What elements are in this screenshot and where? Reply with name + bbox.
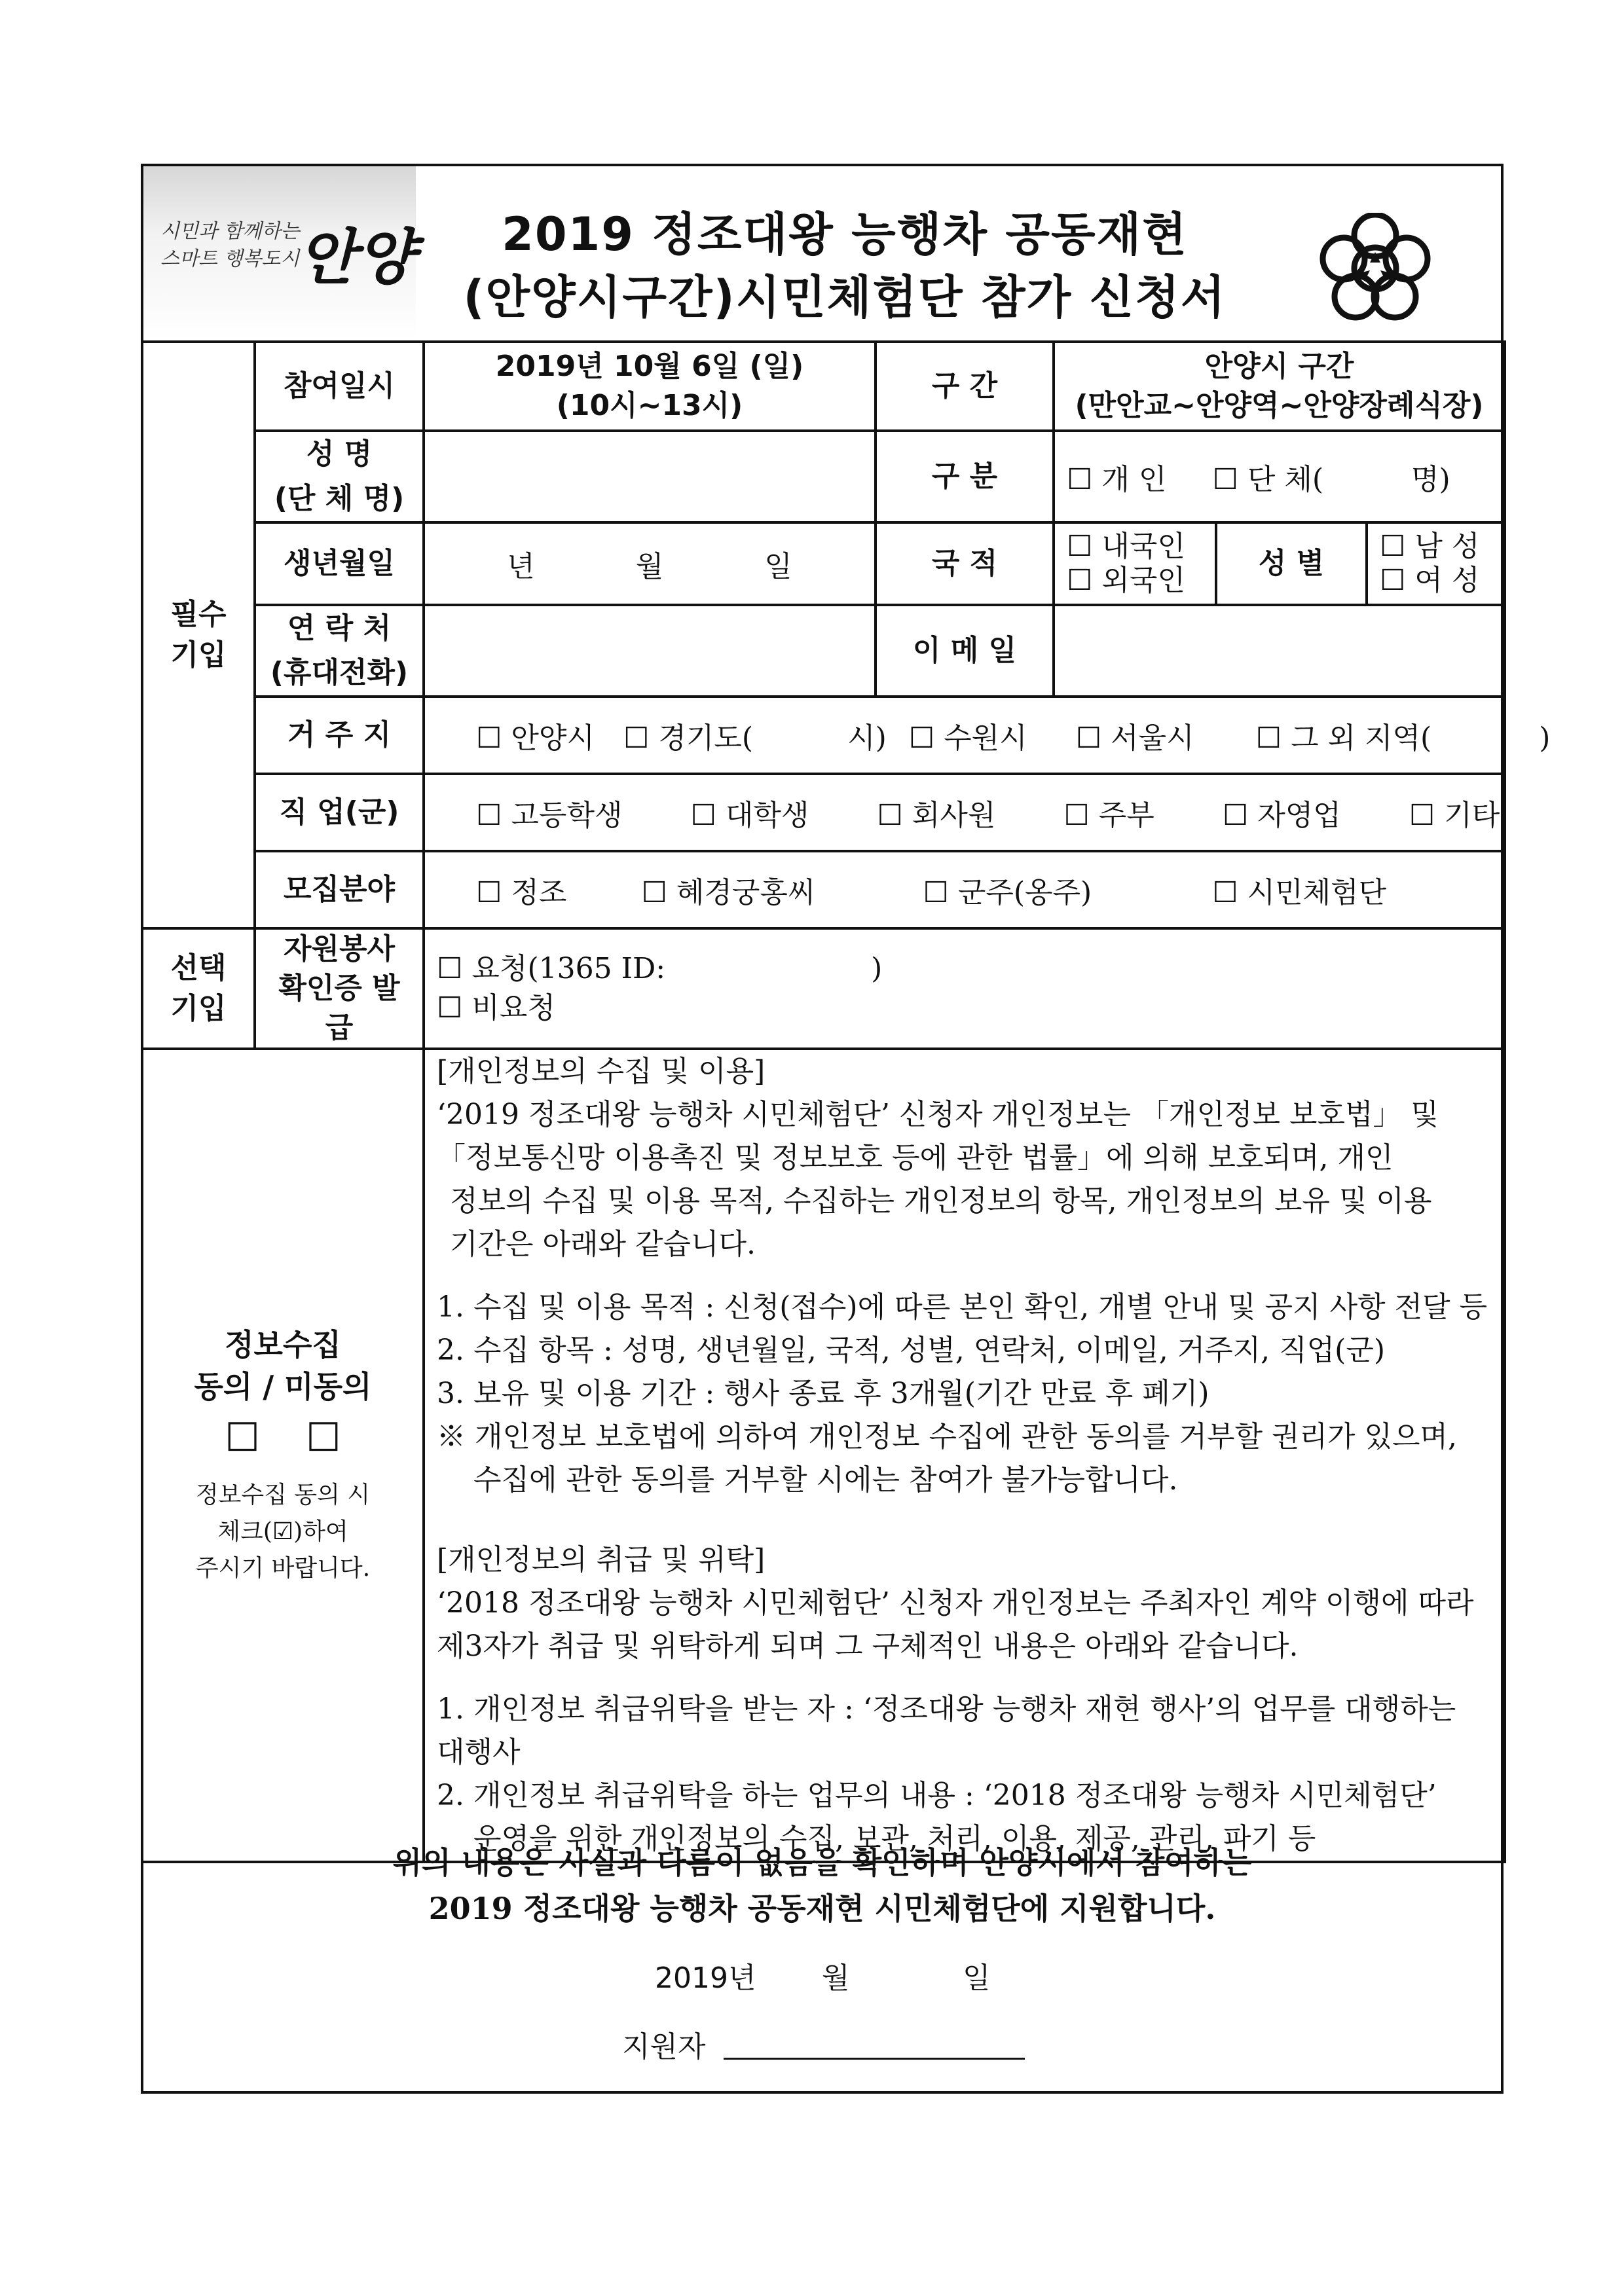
contact-label: 연 락 처 (휴대전화) xyxy=(255,605,424,697)
recruit-citizen-checkbox[interactable]: ☐ 시민체험단 xyxy=(1212,876,1387,909)
signature-year: 2019년 xyxy=(655,1961,756,1995)
collect-note-2: 수집에 관한 동의를 거부할 시에는 참여가 불가능합니다. xyxy=(473,1463,1178,1497)
occupation-homemaker-checkbox[interactable]: ☐ 주부 xyxy=(1063,799,1154,832)
consent-note-1: 정보수집 동의 시 xyxy=(195,1482,371,1508)
section-value: 안양시 구간 (만안교~안양역~안양장례식장) xyxy=(1054,342,1505,431)
group-checkbox[interactable]: ☐ 단 체( xyxy=(1212,463,1324,496)
nationality-label: 국 적 xyxy=(876,522,1054,605)
email-label: 이 메 일 xyxy=(876,605,1054,697)
group-count-suffix: 명) xyxy=(1411,463,1450,496)
recruit-label: 모집분야 xyxy=(255,851,424,928)
required-section-label: 필수 기입 xyxy=(142,342,255,928)
section-label: 구 간 xyxy=(876,342,1054,431)
logo-city-name: 안양 xyxy=(298,222,415,293)
logo-slogan-1: 시민과 함께하는 xyxy=(160,220,300,243)
consent-note-2: 체크(☑)하여 xyxy=(217,1518,348,1545)
collect-paragraph-3: 정보의 수집 및 이용 목적, 수집하는 개인정보의 항목, 개인정보의 보유 및 이용 xyxy=(450,1184,1432,1218)
collect-note-1: ※ 개인정보 보호법에 의하여 개인정보 수집에 관한 동의를 거부할 권리가 있으며, xyxy=(437,1420,1457,1453)
recruit-princess-checkbox[interactable]: ☐ 군주(옹주) xyxy=(923,876,1092,909)
collect-item-1: 1. 수집 및 이용 목적 : 신청(접수)에 따른 본인 확인, 개별 안내 및 공지 사항 전달 등 xyxy=(437,1290,1488,1324)
consent-note-3: 주시기 바랍니다. xyxy=(195,1555,371,1582)
optional-section-label: 선택 기입 xyxy=(142,928,255,1049)
gender-label: 성 별 xyxy=(1216,522,1367,605)
recruit-jeongjo-checkbox[interactable]: ☐ 정조 xyxy=(476,876,567,909)
foreign-checkbox[interactable]: ☐ 외국인 xyxy=(1067,564,1185,597)
participation-date-label: 참여일시 xyxy=(255,342,424,431)
applicant-label: 지원자 xyxy=(622,2030,706,2064)
occupation-employee-checkbox[interactable]: ☐ 회사원 xyxy=(877,799,996,832)
recruit-hyegyeong-checkbox[interactable]: ☐ 혜경궁홍씨 xyxy=(641,876,816,909)
collect-paragraph-2: 「정보통신망 이용촉진 및 정보보호 등에 관한 법률」에 의해 보호되며, 개인 xyxy=(437,1141,1393,1175)
residence-label: 거 주 지 xyxy=(255,697,424,774)
form-border xyxy=(141,164,1504,2094)
entrust-title: [개인정보의 취급 및 위탁] xyxy=(437,1543,766,1576)
volunteer-label: 자원봉사 확인증 발급 xyxy=(255,928,424,1049)
entrust-item-2-cont: 운영을 위한 개인정보의 수집, 보관, 처리, 이용, 제공, 관리, 파기 등 xyxy=(473,1822,1316,1855)
birth-label: 생년월일 xyxy=(255,522,424,605)
form-title-line1: 2019 정조대왕 능행차 공동재현 xyxy=(502,208,1188,261)
volunteer-request-suffix: ) xyxy=(871,952,883,985)
signature-line[interactable] xyxy=(724,2058,1025,2060)
volunteer-no-request-checkbox[interactable]: ☐ 비요청 xyxy=(437,991,555,1025)
residence-gyeonggi-checkbox[interactable]: ☐ 경기도( xyxy=(623,721,754,755)
consent-title-1: 정보수집 xyxy=(225,1327,341,1362)
type-label: 구 분 xyxy=(876,431,1054,522)
signature-month[interactable]: 월 xyxy=(822,1961,850,1995)
individual-checkbox[interactable]: ☐ 개 인 xyxy=(1067,463,1167,496)
name-label: 성 명 (단 체 명) xyxy=(255,431,424,522)
residence-gyeonggi-suffix: 시) xyxy=(847,721,887,755)
logo-slogan-2: 스마트 행복도시 xyxy=(160,247,300,270)
collect-paragraph-4: 기간은 아래와 같습니다. xyxy=(450,1228,756,1261)
female-checkbox[interactable]: ☐ 여 성 xyxy=(1380,564,1480,597)
residence-seoul-checkbox[interactable]: ☐ 서울시 xyxy=(1075,721,1194,755)
pledge-line-1: 위의 내용은 사실과 다름이 없음을 확인하며 안양시에서 참여하는 xyxy=(392,1845,1252,1880)
residence-other-checkbox[interactable]: ☐ 그 외 지역( xyxy=(1255,721,1432,755)
birth-input[interactable]: 년 월 일 xyxy=(424,522,876,605)
participation-date-value: 2019년 10월 6일 (일) (10시~13시) xyxy=(424,342,876,431)
form-title-line2: (안양시구간)시민체험단 참가 신청서 xyxy=(463,270,1227,324)
pledge-text xyxy=(141,1840,1504,1931)
residence-suwon-checkbox[interactable]: ☐ 수원시 xyxy=(908,721,1027,755)
occupation-highschool-checkbox[interactable]: ☐ 고등학생 xyxy=(476,799,623,832)
entrust-paragraph-2: 제3자가 취급 및 위탁하게 되며 그 구체적인 내용은 아래와 같습니다. xyxy=(437,1630,1299,1663)
entrust-item-2: 2. 개인정보 취급위탁을 하는 업무의 내용 : ‘2018 정조대왕 능행차 시민체험단’ xyxy=(437,1779,1437,1812)
signature-day[interactable]: 일 xyxy=(963,1961,991,1995)
entrust-item-1: 1. 개인정보 취급위탁을 받는 자 : ‘정조대왕 능행차 재현 행사’의 업무를 대행하는 대행사 xyxy=(437,1692,1456,1769)
residence-anyang-checkbox[interactable]: ☐ 안양시 xyxy=(476,721,595,755)
pledge-line-2: 2019 정조대왕 능행차 공동재현 시민체험단에 지원합니다. xyxy=(428,1891,1216,1926)
occupation-label: 직 업(군) xyxy=(255,774,424,851)
collect-paragraph-1: ‘2019 정조대왕 능행차 시민체험단’ 신청자 개인정보는 「개인정보 보호법」 및 xyxy=(437,1098,1439,1131)
volunteer-request-checkbox[interactable]: ☐ 요청(1365 ID: xyxy=(437,952,666,985)
male-checkbox[interactable]: ☐ 남 성 xyxy=(1380,530,1480,563)
collect-item-3: 3. 보유 및 이용 기간 : 행사 종료 후 3개월(기간 만료 후 폐기) xyxy=(437,1377,1209,1410)
collect-item-2: 2. 수집 항목 : 성명, 생년월일, 국적, 성별, 연락처, 이메일, 거주지, 직업(군) xyxy=(437,1334,1385,1367)
consent-title-2: 동의 / 미동의 xyxy=(194,1369,372,1404)
entrust-paragraph-1: ‘2018 정조대왕 능행차 시민체험단’ 신청자 개인정보는 주최자인 계약 이행에 따라 xyxy=(437,1586,1474,1620)
occupation-other-checkbox[interactable]: ☐ 기타 xyxy=(1409,799,1500,832)
occupation-college-checkbox[interactable]: ☐ 대학생 xyxy=(690,799,809,832)
occupation-selfemployed-checkbox[interactable]: ☐ 자영업 xyxy=(1222,799,1341,832)
consent-checkboxes[interactable]: ☐☐ xyxy=(225,1415,387,1461)
domestic-checkbox[interactable]: ☐ 내국인 xyxy=(1067,530,1185,563)
collect-title: [개인정보의 수집 및 이용] xyxy=(437,1055,766,1088)
residence-other-suffix: ) xyxy=(1539,721,1551,755)
